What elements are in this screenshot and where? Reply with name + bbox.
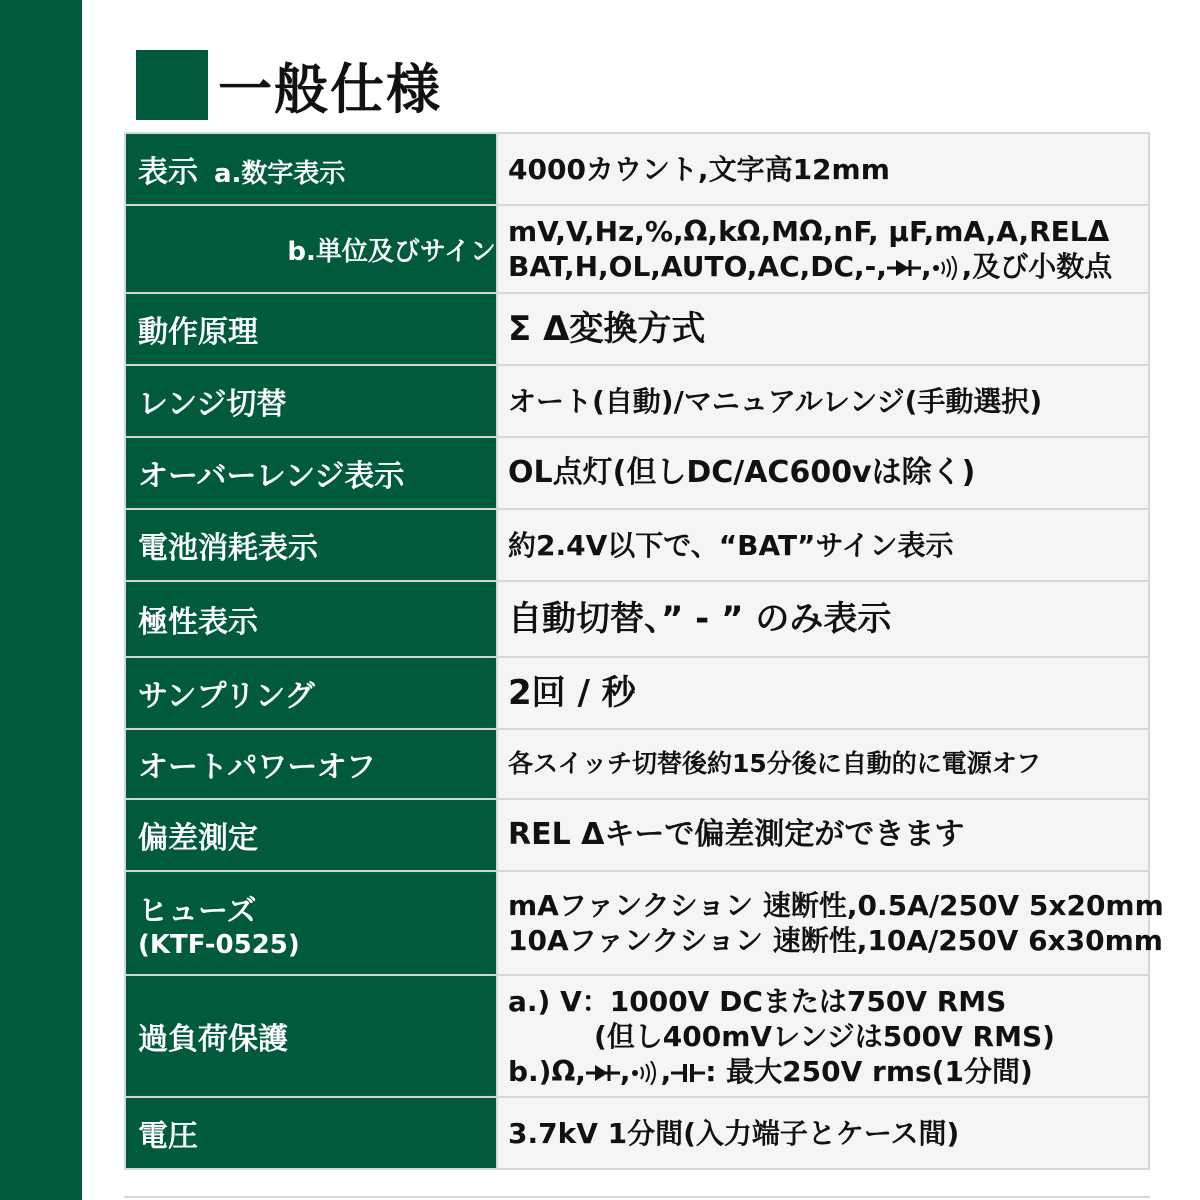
voltage-value: 3.7kV 1分間(入力端子とケース間) (497, 1097, 1149, 1169)
table-row (125, 581, 1149, 657)
units-line-2-tail: ,及び小数点 (961, 250, 1113, 283)
units-line-1: mV,V,Hz,%,Ω,kΩ,MΩ,nF, µF,mA,A,RELΔ (508, 215, 1110, 248)
battery-value: 約2.4V以下で、“BAT”サイン表示 (497, 509, 1149, 581)
heading-square-marker (136, 50, 208, 120)
display-label: 表示 (138, 155, 198, 190)
table-row (125, 293, 1149, 365)
table-row (125, 437, 1149, 509)
buzzer-icon (932, 256, 962, 280)
auto-power-off-label: オートパワーオフ (125, 729, 497, 799)
overload-line-1: a.) V：1000V DCまたは750V RMS (508, 984, 1007, 1018)
overload-line-3-tail: : 最大250V rms(1分間) (705, 1054, 1033, 1088)
fuse-label-line-2: (KTF-0525) (138, 930, 300, 960)
range-switch-label: レンジ切替 (125, 365, 497, 437)
fuse-value-line-1: mAファンクション 速断性,0.5A/250V 5x20mm (508, 889, 1164, 922)
buzzer-icon (631, 1061, 661, 1085)
fuse-value-line-2: 10Aファンクション 速断性,10A/250V 6x30mm (508, 924, 1163, 957)
deviation-label: 偏差測定 (125, 799, 497, 871)
digit-display-label: a.数字表示 (214, 159, 346, 189)
polarity-value: 自動切替、” - ” のみ表示 (497, 581, 1149, 657)
table-row (125, 729, 1149, 799)
bottom-divider (124, 1196, 1150, 1198)
diode-icon (887, 258, 921, 278)
principle-label: 動作原理 (125, 293, 497, 365)
table-row (125, 657, 1149, 729)
units-line-2 (508, 249, 1148, 284)
range-switch-value: オート(自動)/マニュアルレンジ(手動選択) (497, 365, 1149, 437)
table-row (125, 799, 1149, 871)
fuse-label (125, 871, 497, 975)
overload-value (497, 975, 1149, 1097)
overload-line-3-head: b.)Ω, (508, 1054, 586, 1088)
table-row (125, 205, 1149, 293)
units-signs-value (497, 205, 1149, 293)
row-label (125, 133, 497, 205)
units-signs-label: b.単位及びサイン (125, 205, 497, 293)
overrange-value: OL点灯(但しDC/AC600vは除く) (497, 437, 1149, 509)
deviation-value: REL Δキーで偏差測定ができます (497, 799, 1149, 871)
page-heading (136, 50, 442, 120)
overrange-label: オーバーレンジ表示 (125, 437, 497, 509)
overload-line-2: (但し400mVレンジは500V RMS) (594, 1019, 1055, 1053)
overload-label: 過負荷保護 (125, 975, 497, 1097)
table-row (125, 133, 1149, 205)
sampling-label: サンプリング (125, 657, 497, 729)
table-row (125, 871, 1149, 975)
sampling-value: 2回 / 秒 (497, 657, 1149, 729)
table-row (125, 509, 1149, 581)
comma-sep: , (660, 1054, 672, 1088)
battery-label: 電池消耗表示 (125, 509, 497, 581)
page-title: 一般仕様 (218, 57, 442, 121)
table-row (125, 975, 1149, 1097)
polarity-label: 極性表示 (125, 581, 497, 657)
overload-line-3 (508, 1054, 1148, 1089)
fuse-value (497, 871, 1164, 975)
side-accent-bar (0, 0, 82, 1200)
digit-display-value: 4000カウント,文字高12mm (497, 133, 1149, 205)
principle-value: Σ Δ変換方式 (497, 293, 1149, 365)
capacitor-icon (671, 1062, 705, 1084)
units-line-2-text: BAT,H,OL,AUTO,AC,DC,-, (508, 250, 887, 283)
comma-sep: , (920, 250, 932, 283)
comma-sep: , (619, 1054, 631, 1088)
spec-table (124, 132, 1164, 1170)
table-row (125, 365, 1149, 437)
table-row (125, 1097, 1149, 1169)
auto-power-off-value: 各スイッチ切替後約15分後に自動的に電源オフ (497, 729, 1149, 799)
voltage-label: 電圧 (125, 1097, 497, 1169)
diode-icon (586, 1063, 620, 1083)
fuse-label-line-1: ヒューズ (138, 894, 257, 929)
